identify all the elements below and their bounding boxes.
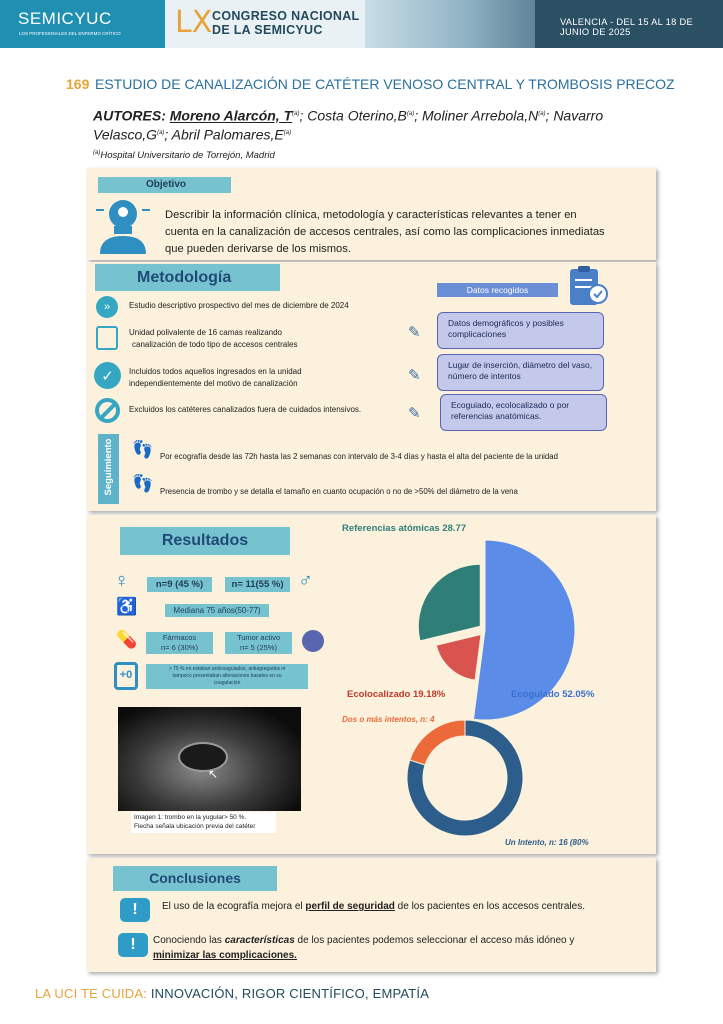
- affiliation: [93, 150, 275, 161]
- tumor-box: [225, 632, 292, 654]
- c1-post: de los pacientes en los accesos centrales.: [394, 901, 585, 912]
- median-age: Mediana 75 años(50-77): [165, 604, 269, 617]
- c2-bold: características: [224, 935, 295, 946]
- results-charts: [310, 518, 630, 848]
- clipboard-check-icon: [566, 264, 610, 308]
- valencia-skyline-image: [365, 0, 535, 48]
- congress-line-2: DE LA SEMICYUC: [212, 23, 323, 37]
- datos-item-3: Ecoguiado, ecolocalizado o por referencias anatómicas.: [440, 394, 607, 431]
- anticoag-line-2: tampoco presentaban alteraciones basales en su: [172, 673, 282, 679]
- donut-slice-dos-o-m-s-intentos: [410, 720, 465, 765]
- farmacos-value: n= 6 (30%): [161, 643, 198, 652]
- attempts-donut-chart: [407, 720, 523, 836]
- author-3: ; Moliner Arrebola,N: [414, 107, 539, 124]
- method-item-1: Estudio descriptivo prospectivo del mes de diciembre de 2024: [129, 301, 349, 310]
- label-ecoguiado: Ecoguiado 52.05%: [511, 689, 595, 700]
- sup: (a): [292, 111, 300, 117]
- author-2: ; Costa Oterino,B: [299, 107, 407, 124]
- footer-part-1: LA UCI TE CUIDA:: [35, 986, 148, 1001]
- farmacos-box: [146, 632, 213, 654]
- seguimiento-item-1: Por ecografía desde las 72h hasta las 2 semanas con intervalo de 3-4 días y hasta el alta del paciente de la unidad: [160, 452, 558, 461]
- farmacos-title: Fármacos: [162, 633, 197, 642]
- authors: [93, 106, 653, 143]
- tumor-title: Tumor activo: [236, 633, 281, 642]
- anticoagulation-note: [146, 664, 308, 689]
- objetivo-line-2: cuenta en la canalización de accesos centrales, así como las complicaciones inmediatas: [165, 226, 605, 238]
- label-dos-intentos: Dos o más intentos, n: 4: [342, 715, 435, 724]
- head-lightbulb-icon: [92, 196, 154, 254]
- pen-icon: ✎: [408, 367, 421, 384]
- objetivo-line-3: que pueden derivarse de los mismos.: [165, 243, 351, 255]
- pen-icon: ✎: [408, 405, 421, 422]
- poster-number: 169: [66, 76, 90, 92]
- c2-bold2: minimizar las complicaciones.: [153, 950, 297, 961]
- label-un-intento: Un Intento, n: 16 (80%: [505, 838, 589, 847]
- pie-slice-ecolocalizado: [436, 634, 481, 680]
- congress-line-1: CONGRESO NACIONAL: [212, 9, 360, 23]
- method-item-3: [129, 366, 302, 390]
- datos-item-1: Datos demográficos y posibles complicaciones: [437, 312, 604, 349]
- method-item-3-line-1: Incluidos todos aquellos ingresados en la unidad: [129, 367, 302, 376]
- method-item-2-line-2: canalización de todo tipo de accesos centrales: [132, 340, 298, 349]
- logo-subtitle: LOS PROFESIONALES DEL ENFERMO CRÍTICO: [19, 31, 121, 36]
- conclusiones-heading: Conclusiones: [113, 866, 277, 891]
- prohibited-icon: [95, 398, 120, 423]
- sup: (a): [93, 150, 101, 156]
- ultrasound-image: ↖: [118, 707, 301, 811]
- method-item-4: Excluidos los catéteres canalizados fuera de cuidados intensivos.: [129, 405, 362, 414]
- seguimiento-label: Seguimiento: [103, 438, 114, 496]
- method-item-3-line-2: independientemente del motivo de canalización: [129, 379, 298, 388]
- elderly-person-icon: ♿: [116, 597, 138, 616]
- objetivo-heading: Objetivo: [98, 177, 231, 193]
- blood-bag-icon: +0: [114, 662, 138, 690]
- roman-numeral: LX: [175, 5, 213, 40]
- c2-pre: Conociendo las: [153, 935, 225, 946]
- speech-bubble-icon: !: [118, 933, 148, 957]
- sup: (a): [538, 111, 546, 117]
- pie-slice-referencias-at-micas: [418, 564, 480, 641]
- authors-label: AUTORES:: [93, 107, 166, 124]
- main-author: Moreno Alarcón, T: [169, 107, 293, 124]
- tumor-value: n= 5 (25%): [240, 643, 277, 652]
- sup: (a): [157, 129, 165, 136]
- women-count: n=9 (45 %): [147, 577, 212, 592]
- poster-title: ESTUDIO DE CANALIZACIÓN DE CATÉTER VENOSO CENTRAL Y TROMBOSIS PRECOZ: [95, 76, 675, 92]
- seguimiento-item-2: Presencia de trombo y se detalla el tamaño en cuanto ocupación o no de >50% del diámetro de la vena: [160, 487, 518, 496]
- label-referencias: Referencias atómicas 28.77: [342, 523, 467, 534]
- footprints-icon: 👣: [132, 440, 154, 459]
- pen-icon: ✎: [408, 324, 421, 341]
- caption-line-1: Imagen 1: trombo en la yugular> 50 %.: [134, 814, 247, 821]
- sup: (a): [283, 129, 292, 136]
- anticoag-line-3: coagulación: [213, 680, 241, 686]
- datos-heading: Datos recogidos: [437, 283, 558, 297]
- conclusion-1: [162, 901, 585, 912]
- sup: (a): [406, 111, 415, 117]
- method-item-2: [129, 327, 297, 351]
- footer-part-2: INNOVACIÓN, RIGOR CIENTÍFICO, EMPATÍA: [147, 986, 430, 1001]
- resultados-heading: Resultados: [120, 527, 290, 555]
- conclusion-2: [153, 933, 574, 963]
- author-5: ; Abril Palomares,E: [164, 126, 284, 143]
- congress-dates: VALENCIA - DEL 15 AL 18 DE JUNIO DE 2025: [560, 17, 694, 37]
- c1-bold: perfil de seguridad: [305, 901, 395, 912]
- speech-bubble-icon: !: [120, 898, 150, 922]
- man-icon: ♂: [298, 570, 313, 592]
- c2-mid: de los pacientes podemos seleccionar el acceso más idóneo y: [294, 935, 575, 946]
- datos-item-2: Lugar de inserción, diámetro del vaso, número de intentos: [437, 354, 604, 391]
- men-count: n= 11(55 %): [225, 577, 290, 592]
- footprints-icon: 👣: [132, 474, 154, 493]
- congress-name: [212, 9, 359, 37]
- footer-slogan: [35, 986, 429, 1001]
- hospital-icon: [96, 326, 118, 350]
- checkmark-icon: ✓: [94, 362, 121, 389]
- author-4: ; Navarro Velasco,G: [93, 107, 604, 143]
- c1-pre: El uso de la ecografía mejora el: [162, 901, 306, 912]
- woman-icon: ♀: [114, 570, 129, 592]
- objetivo-line-1: Describir la información clínica, metodología y características relevantes a tener en: [165, 209, 577, 221]
- image-caption: [131, 812, 276, 833]
- fast-forward-icon: »: [96, 296, 118, 318]
- metodologia-heading: Metodología: [95, 264, 280, 291]
- affiliation-text: Hospital Universitario de Torrejón, Madrid: [100, 150, 275, 162]
- caption-line-2: Flecha señala ubicación previa del catéter: [134, 823, 256, 830]
- pills-icon: 💊: [116, 630, 138, 649]
- anticoag-line-1: > 70 % no estaban anticoagulados, antiagregados ni: [168, 666, 286, 672]
- objetivo-text: [165, 207, 605, 258]
- label-ecolocalizado: Ecolocalizado 19.18%: [347, 689, 446, 700]
- semicyuc-logo: SEMICYUC: [18, 9, 112, 28]
- method-item-2-line-1: Unidad polivalente de 16 camas realizando: [129, 328, 282, 337]
